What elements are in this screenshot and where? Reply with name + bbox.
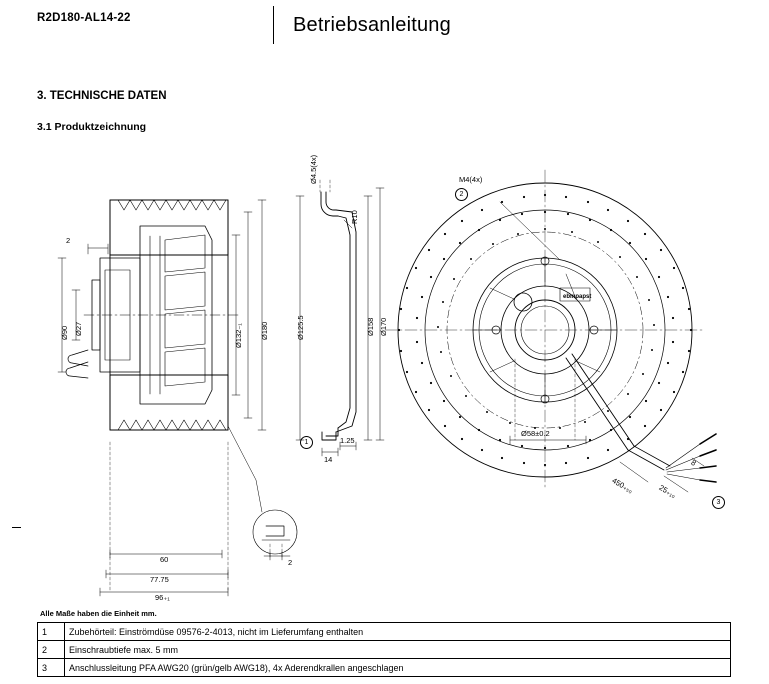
dim-d158: Ø158 — [366, 317, 375, 336]
subchapter-heading: 3.1 Produktzeichnung — [37, 121, 147, 133]
legend-text: Einschraubtiefe max. 5 mm — [65, 641, 731, 659]
dim-14: 14 — [324, 455, 333, 464]
header-divider — [273, 6, 274, 44]
balloon-1: 1 — [300, 436, 313, 449]
dim-d90: Ø90 — [60, 325, 69, 340]
dim-m4: M4(4x) — [459, 175, 483, 184]
dim-60: 60 — [160, 555, 169, 564]
legend-number: 3 — [38, 659, 65, 677]
dim-125: 1.25 — [340, 436, 355, 445]
technical-drawing — [0, 140, 769, 600]
dim-7775: 77.75 — [150, 575, 169, 584]
dim-thickness-2: 2 — [66, 236, 71, 245]
units-note: Alle Maße haben die Einheit mm. — [40, 609, 157, 618]
brand-plate-label: ebmpapst — [563, 294, 592, 300]
legend-number: 2 — [38, 641, 65, 659]
balloon-3: 3 — [712, 496, 725, 509]
legend-table — [37, 622, 731, 677]
dim-d132: Ø132₋₁ — [234, 323, 243, 348]
dim-r10: R10 — [350, 210, 359, 224]
table-row — [38, 641, 731, 659]
dim-d170: Ø170 — [379, 317, 388, 336]
table-row — [38, 659, 731, 677]
dim-96: 96₊₁ — [155, 593, 170, 602]
dim-strip-25: 25₊₁₀ — [657, 483, 678, 500]
legend-number: 1 — [38, 623, 65, 641]
page-title: R2D180-AL14-22 — [37, 12, 131, 24]
dim-cable-length: 450₊₅₀ — [610, 476, 635, 496]
dim-strip-8: 8 — [689, 458, 698, 468]
document-title: Betriebsanleitung — [293, 14, 451, 36]
dim-d27: Ø27 — [74, 321, 83, 336]
legend-text: Zubehörteil: Einströmdüse 09576-2-4013, nicht im Lieferumfang enthalten — [65, 623, 731, 641]
table-row — [38, 623, 731, 641]
dim-d58: Ø58±0.2 — [521, 429, 550, 438]
chapter-heading: 3. TECHNISCHE DATEN — [37, 90, 167, 102]
balloon-2: 2 — [455, 188, 468, 201]
dim-d1255: Ø125.5 — [296, 315, 305, 340]
legend-text: Anschlussleitung PFA AWG20 (grün/gelb AWG18), 4x Aderendkrallen angeschlagen — [65, 659, 731, 677]
dim-d180: Ø180 — [260, 321, 269, 340]
drawing-svg — [0, 140, 769, 600]
dim-detail-2: 2 — [288, 558, 293, 567]
dim-d45: Ø4.5(4x) — [309, 154, 318, 184]
